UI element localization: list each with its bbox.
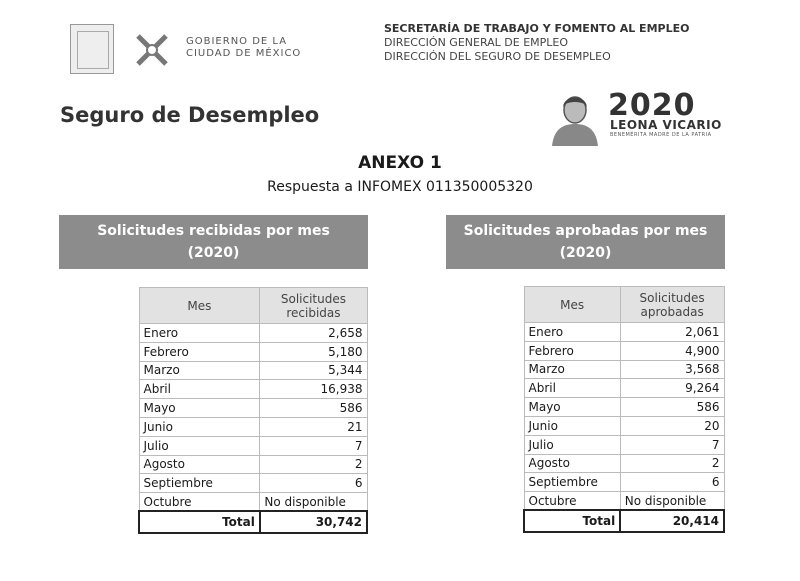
total-label: Total [139,511,260,533]
year-2020-logo: 2020 [608,88,696,123]
city-crest-logo [70,24,114,74]
anexo-title: ANEXO 1 [358,153,442,173]
table-row: Enero 2,658 [139,324,367,343]
table-row: Marzo 5,344 [139,361,367,380]
leona-vicario-label: LEONA VICARIO [610,118,722,132]
secretaria-heading: SECRETARÍA DE TRABAJO Y FOMENTO AL EMPLEO DIRECCIÓN GENERAL DE EMPLEO DIRECCIÓN DEL SEGURO DE DESEMPLEO [384,22,690,63]
table-row: Enero 2,061 [524,323,724,342]
table-row: Octubre No disponible [139,493,367,512]
leona-vicario-subtitle: BENEMÉRITA MADRE DE LA PATRIA [610,132,712,138]
total-label: Total [524,510,620,532]
column-header-mes: Mes [139,288,260,324]
column-header-aprobadas: Solicitudes aprobadas [620,287,724,323]
table-row: Agosto 2 [139,455,367,474]
column-header-mes: Mes [524,287,620,323]
table-row: Octubre No disponible [524,492,724,511]
table-row: Abril 9,264 [524,379,724,398]
table-row: Septiembre 6 [524,473,724,492]
total-value: 30,742 [260,511,367,533]
total-row [524,510,724,532]
table-row: Marzo 3,568 [524,360,724,379]
aprobadas-header-box: Solicitudes aprobadas por mes (2020) [446,215,725,269]
page-title: Seguro de Desempleo [60,103,320,127]
recibidas-header-box: Solicitudes recibidas por mes (2020) [59,215,368,269]
table-row: Febrero 5,180 [139,342,367,361]
total-row [139,511,367,533]
aprobadas-table [523,286,725,533]
total-value: 20,414 [620,510,724,532]
table-row: Febrero 4,900 [524,341,724,360]
infomex-reference: Respuesta a INFOMEX 011350005320 [267,179,533,195]
table-row: Abril 16,938 [139,380,367,399]
cdmx-logo-icon [130,28,174,72]
table-row: Junio 21 [139,417,367,436]
table-row: Mayo 586 [524,398,724,417]
column-header-recibidas: Solicitudes recibidas [260,288,367,324]
table-row: Julio 7 [524,435,724,454]
table-row: Junio 20 [524,416,724,435]
table-row: Mayo 586 [139,399,367,418]
table-row: Agosto 2 [524,454,724,473]
table-row: Septiembre 6 [139,474,367,493]
table-header-row [139,288,367,324]
gov-cdmx-wordmark: GOBIERNO DE LA CIUDAD DE MÉXICO [186,36,302,59]
recibidas-table [138,287,368,534]
leona-vicario-portrait-icon [546,88,604,146]
table-row: Julio 7 [139,436,367,455]
table-header-row [524,287,724,323]
